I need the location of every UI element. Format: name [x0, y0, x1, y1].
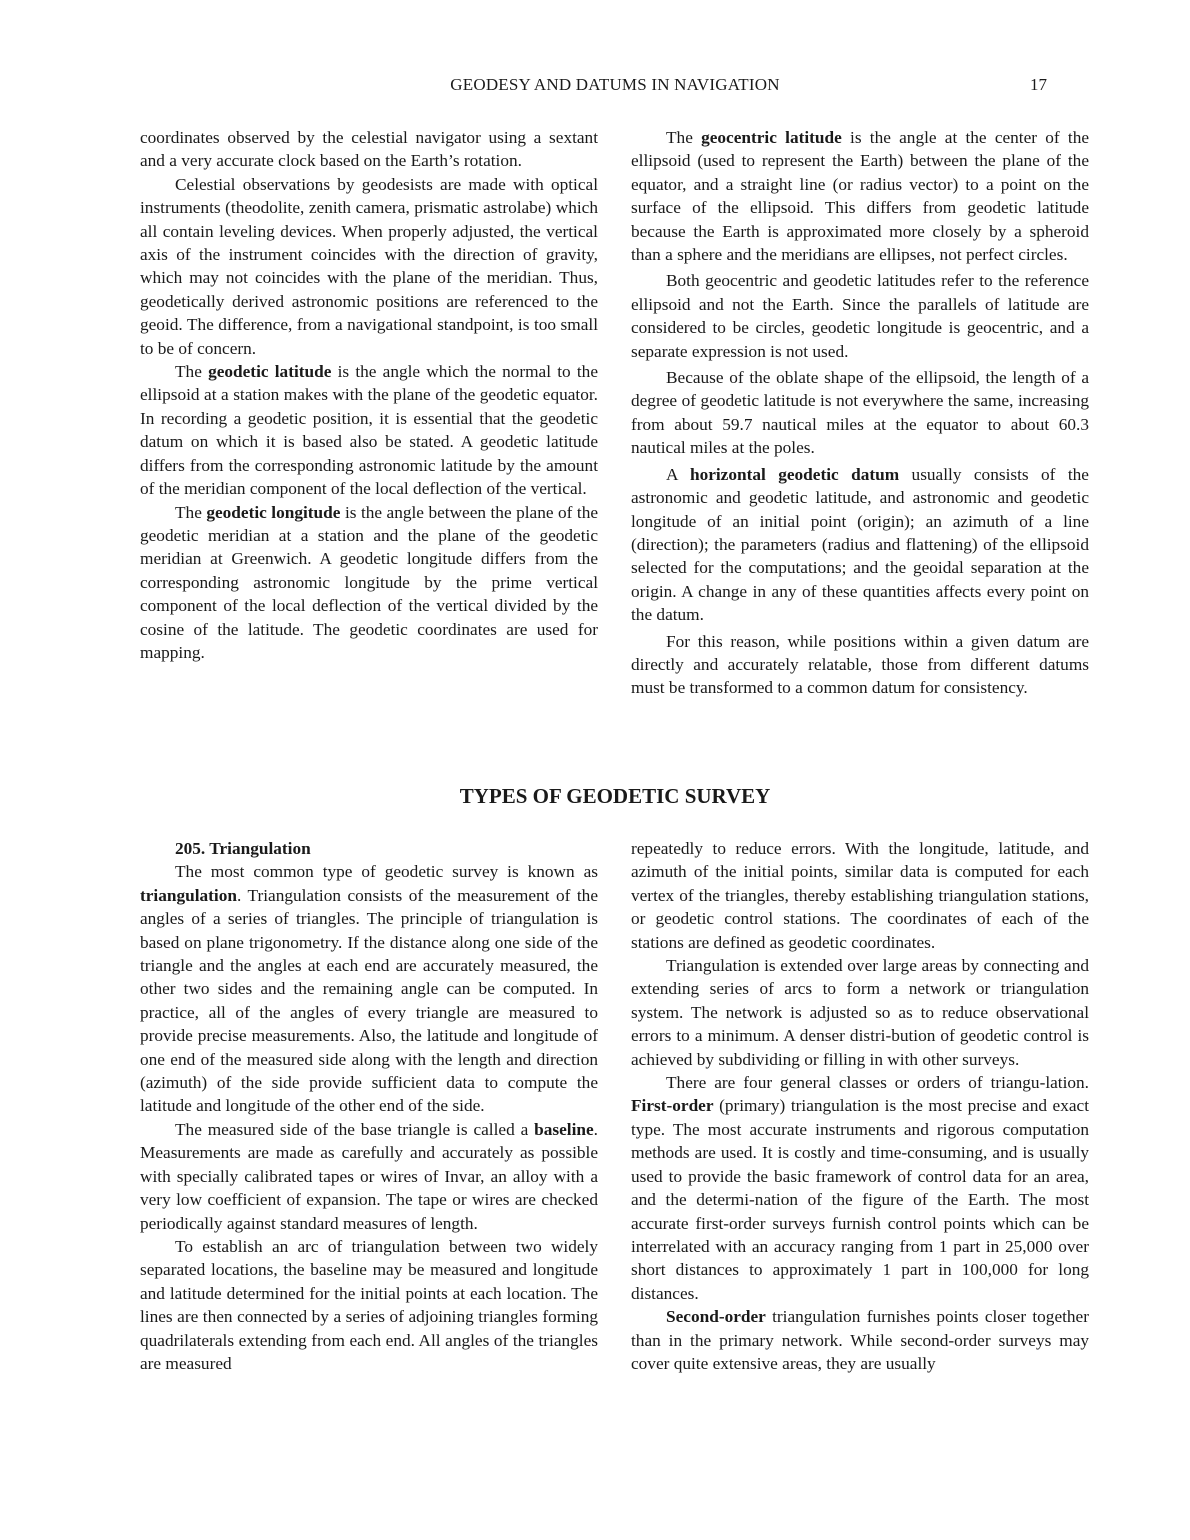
paragraph: Because of the oblate shape of the ellipsoid, the length of a degree of geodetic latitude is not everywhere the same, increasing from about 59.7 nautical miles at the equator to about 60.3 nautical miles at the poles.: [631, 368, 1089, 458]
bottom-left-column: [140, 837, 598, 1375]
term-first-order: First-order: [631, 1096, 714, 1116]
top-right-column: [631, 126, 1089, 700]
paragraph: repeatedly to reduce errors. With the longitude, latitude, and azimuth of the initial points, similar data is computed for each vertex of the triangles, thereby establishing triangulation stations, or geodetic control stations. The coordinates of each of the stations are defined as geodetic coordinates.: [631, 839, 1089, 952]
paragraph: The geocentric latitude is the angle at the center of the ellipsoid (used to represent the Earth) between the plane of the equator, and a straight line (or radius vector) to a point on the surface of the ellipsoid. This differs from geodetic latitude because the Earth is approximated more closely by a spheroid than a sphere and the meridians are ellipses, not perfect circles.: [631, 128, 1090, 265]
running-title: GEODESY AND DATUMS IN NAVIGATION: [450, 75, 780, 94]
paragraph: There are four general classes or orders of triangu-lation. First-order (primary) triangulation is the most precise and exact type. The most accurate instruments and rigorous computation methods are used. It is costly and time-consuming, and is usually used to provide the basic framework of control data for an area, and the determi-nation of the figure of the Earth. The most accurate first-order surveys furnish control points which can be interrelated with an accuracy ranging from 1 part in 25,000 over short distances to approximately 1 part in 100,000 for long distances.: [631, 1073, 1089, 1303]
term-triangulation: triangulation: [140, 885, 237, 905]
paragraph: The measured side of the base triangle is called a baseline. Measurements are made as carefully and accurately as possible with specially calibrated tapes or wires of Invar, an alloy with a very low coefficient of expansion. The tape or wires are checked periodically against standard measures of length.: [140, 1119, 598, 1233]
paragraph: Celestial observations by geodesists are made with optical instruments (theodolite, zenith camera, prismatic astrolabe) which all contain leveling devices. When properly adjusted, the vertical axis of the instrument coincides with the direction of gravity, which may not coincides with the plane of the meridian. Thus, geodetically derived astronomic positions are referenced to the geoid. The difference, from a navigational standpoint, is too small to be of concern.: [140, 174, 598, 358]
paragraph: The geodetic latitude is the angle which the normal to the ellipsoid at a station makes with the plane of the geodetic equator. In recording a geodetic position, it is essential that the geodetic datum on which it is based also be stated. A geodetic latitude differs from the corresponding astronomic latitude by the amount of the meridian component of the local deflection of the vertical.: [140, 362, 598, 499]
subsection-heading: 205. Triangulation: [175, 839, 311, 858]
running-head: [0, 73, 1190, 97]
term-geodetic-longitude: geodetic longitude: [206, 502, 341, 522]
paragraph: The most common type of geodetic survey is known as triangulation. Triangulation consists of the measurement of the angles of a series of triangles. The principle of triangulation is based on plane trigonometry. If the distance along one side of the triangle and the angles at each end are accurately measured, the other two sides and the remaining angle can be computed. In practice, all of the angles of every triangle are measured to provide precise measurements. Also, the latitude and longitude of one end of the measured side along with the length and direction (azimuth) of the side provide sufficient data to compute the latitude and longitude of the other end of the side.: [140, 862, 598, 1116]
paragraph: To establish an arc of triangulation between two widely separated locations, the baseline may be measured and longitude and latitude determined for the initial points at each location. The lines are then connected by a series of adjoining triangles forming quadrilaterals extending from each end. All angles of the triangles are measured: [140, 1236, 598, 1373]
term-baseline: baseline: [534, 1119, 594, 1139]
paragraph: A horizontal geodetic datum usually consists of the astronomic and geodetic latitude, and astronomic and geodetic longitude of an initial point (origin); an azimuth of a line (direction); the parameters (radius and flattening) of the ellipsoid selected for the computations; and the geoidal separation at the origin. A change in any of these quantities affects every point on the datum.: [631, 464, 1089, 625]
section-heading: TYPES OF GEODETIC SURVEY: [459, 784, 771, 808]
paragraph: Triangulation is extended over large areas by connecting and extending series of arcs to form a network or triangulation system. The network is adjusted so as to reduce observational errors to a minimum. A denser distri-bution of geodetic control is achieved by subdividing or filling in with other surveys.: [631, 956, 1089, 1069]
term-geodetic-latitude: geodetic latitude: [208, 362, 332, 382]
top-left-column: [140, 126, 598, 664]
bottom-right-column: [631, 837, 1089, 1375]
paragraph: coordinates observed by the celestial navigator using a sextant and a very accurate clock based on the Earth’s rotation.: [140, 128, 598, 171]
page-number: 17: [1030, 75, 1047, 94]
paragraph: For this reason, while positions within a given datum are directly and accurately relatable, those from different datums must be transformed to a common datum for consistency.: [631, 631, 1089, 698]
paragraph: Second-order triangulation furnishes points closer together than in the primary network. While second-order surveys may cover quite extensive areas, they are usually: [631, 1307, 1089, 1373]
paragraph: The geodetic longitude is the angle between the plane of the geodetic meridian at a station and the plane of the geodetic meridian at Greenwich. A geodetic longitude differs from the corresponding astronomic longitude by the prime vertical component of the local deflection of the vertical divided by the cosine of the latitude. The geodetic coordinates are used for mapping.: [140, 502, 599, 662]
paragraph: Both geocentric and geodetic latitudes refer to the reference ellipsoid and not the Earth. Since the parallels of latitude are considered to be circles, geodetic longitude is geocentric, and a separate expression is not used.: [631, 271, 1089, 361]
term-geocentric-latitude: geocentric latitude: [701, 128, 842, 147]
term-horizontal-geodetic-datum: horizontal geodetic datum: [689, 464, 900, 484]
term-second-order: Second-order: [666, 1307, 766, 1327]
